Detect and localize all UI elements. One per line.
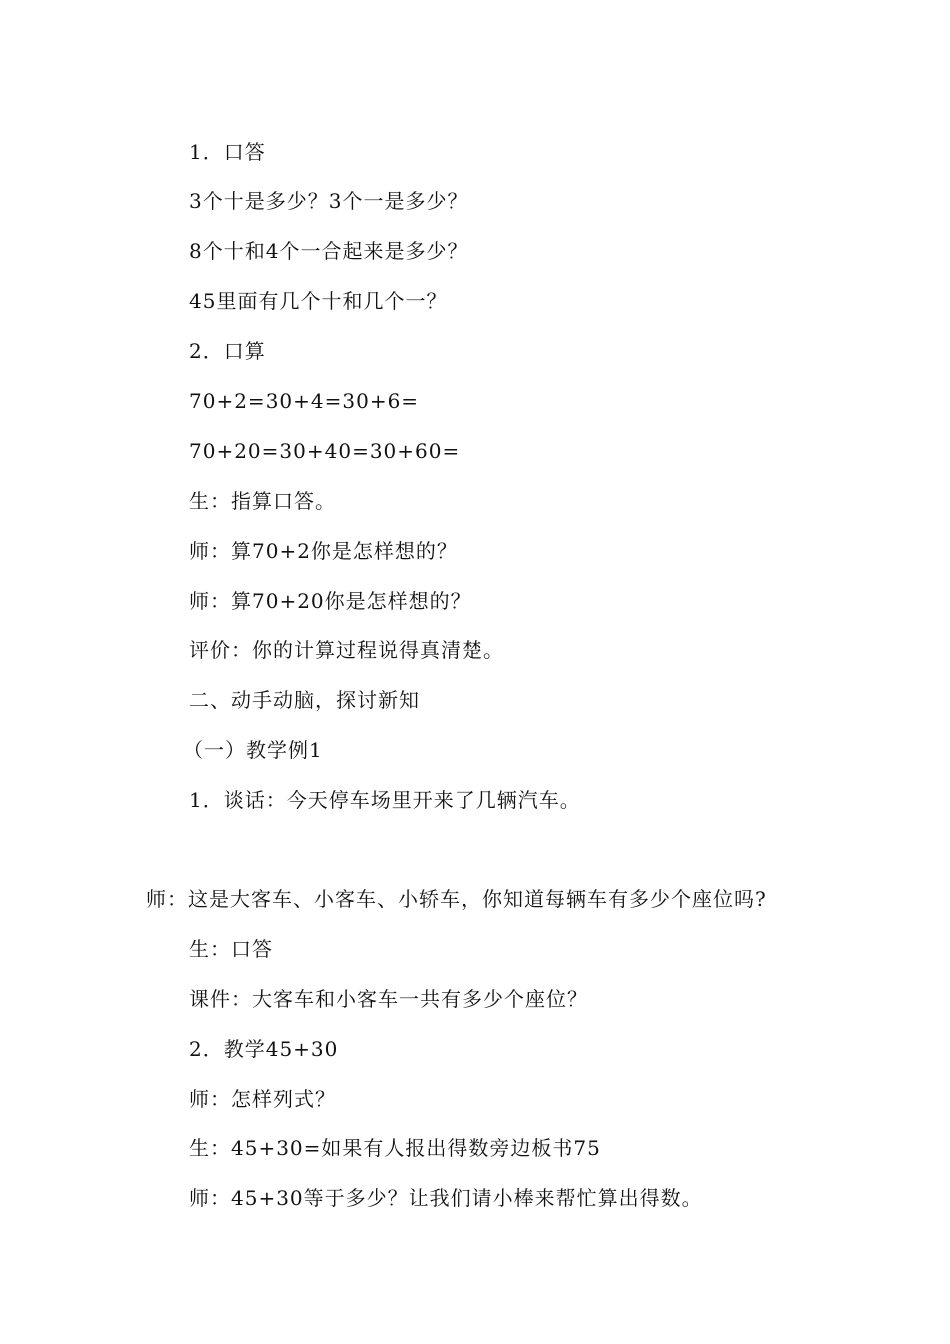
dialogue-line: 师：算70+20你是怎样想的？ — [189, 589, 472, 613]
evaluation-line: 评价：你的计算过程说得真清楚。 — [189, 638, 504, 662]
dialogue-line: 生：45+30=如果有人报出得数旁边板书75 — [189, 1136, 601, 1160]
equation-line: 70+2=30+4=30+6= — [189, 389, 420, 413]
item-talk-line: 1．谈话：今天停车场里开来了几辆汽车。 — [189, 788, 581, 812]
dialogue-line: 师：这是大客车、小客车、小轿车，你知道每辆车有多少个座位吗? — [146, 887, 767, 911]
dialogue-line: 师：算70+2你是怎样想的？ — [189, 539, 458, 563]
dialogue-line: 师：怎样列式？ — [189, 1087, 336, 1111]
dialogue-line: 生：指算口答。 — [189, 489, 336, 513]
item-oral-answer-heading: 1．口答 — [189, 140, 266, 164]
question-line: 45里面有几个十和几个一？ — [189, 289, 448, 313]
courseware-line: 课件：大客车和小客车一共有多少个座位？ — [189, 987, 588, 1011]
equation-line: 70+20=30+40=30+60= — [189, 439, 461, 463]
item-oral-calc-heading: 2．口算 — [189, 339, 266, 363]
question-line: 8个十和4个一合起来是多少？ — [189, 239, 469, 263]
question-line: 3个十是多少？3个一是多少？ — [189, 189, 469, 213]
dialogue-line: 生：口答 — [189, 937, 273, 961]
dialogue-line: 师：45+30等于多少？让我们请小棒来帮忙算出得数。 — [189, 1186, 703, 1210]
item-teach-heading: 2．教学45+30 — [189, 1037, 339, 1061]
subsection-heading: （一）教学例1 — [183, 738, 323, 762]
section-heading: 二、动手动脑，探讨新知 — [189, 688, 420, 712]
